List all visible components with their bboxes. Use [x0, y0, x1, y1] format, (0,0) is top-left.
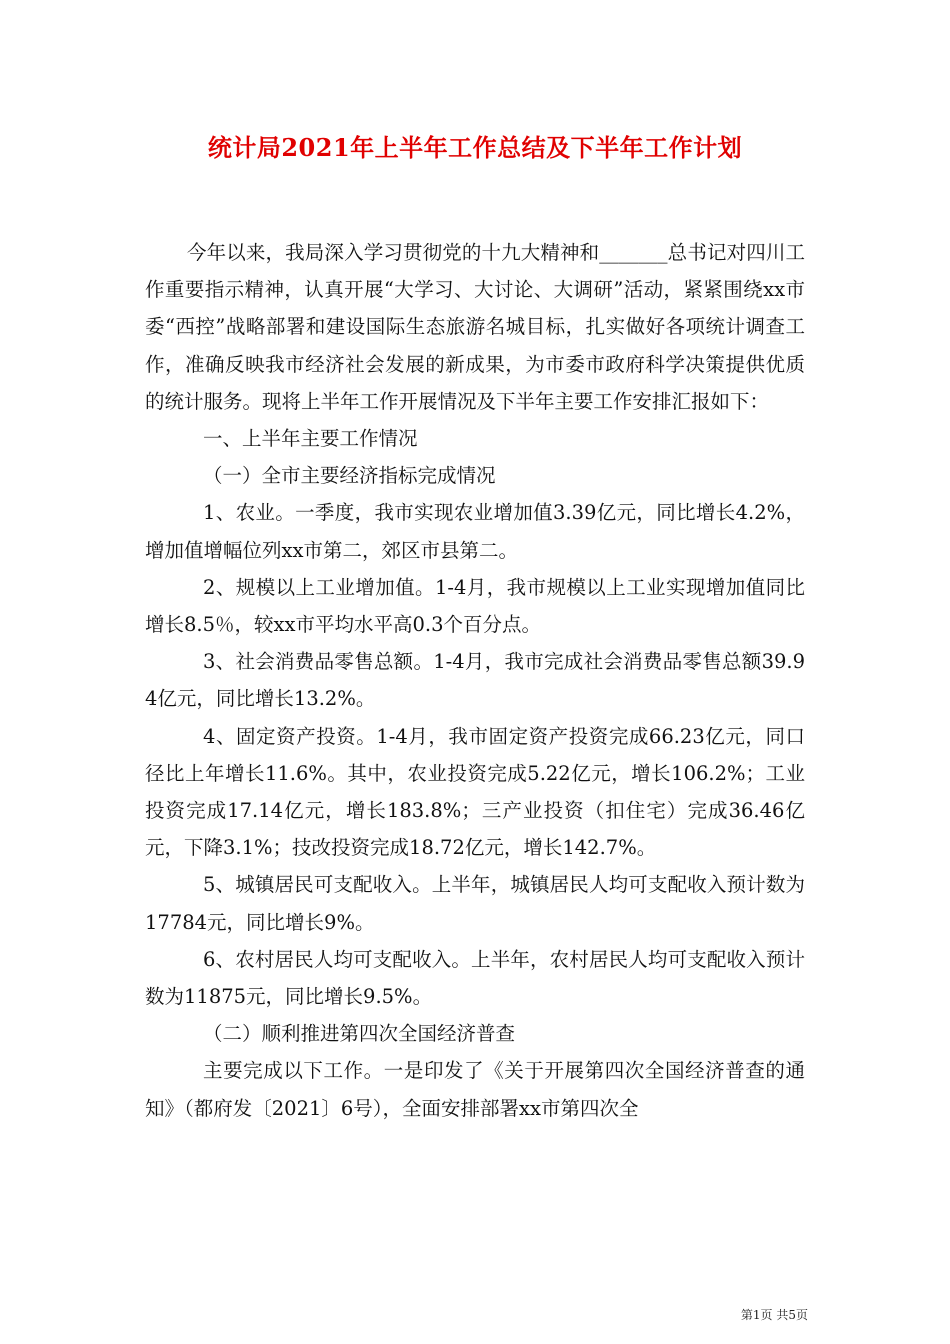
item-agriculture: 1、农业。一季度，我市实现农业增加值3.39亿元，同比增长4.2%，增加值增幅位列xx市第二，郊区市县第二。: [145, 501, 805, 562]
item-retail: 3、社会消费品零售总额。1-4月，我市完成社会消费品零售总额39.94亿元，同比增长13.2%。: [145, 650, 805, 711]
subsection-heading-1: （一）全市主要经济指标完成情况: [203, 464, 496, 488]
census-paragraph: 主要完成以下工作。一是印发了《关于开展第四次全国经济普查的通知》（都府发〔2021〕6号），全面安排部署xx市第四次全: [145, 1059, 805, 1120]
document-title: 统计局2021年上半年工作总结及下半年工作计划: [207, 133, 743, 162]
intro-paragraph: 今年以来，我局深入学习贯彻党的十九大精神和_______总书记对四川工作重要指示精神，认真开展“大学习、大讨论、大调研”活动，紧紧围绕xx市委“西控”战略部署和建设国际生态旅游名城目标，扎实做好各项统计调查工作，准确反映我市经济社会发展的新成果，为市委市政府科学决策提供优质的统计服务。现将上半年工作开展情况及下半年主要工作安排汇报如下：: [145, 241, 805, 413]
item-fixed-assets: 4、固定资产投资。1-4月，我市固定资产投资完成66.23亿元，同口径比上年增长11.6%。其中，农业投资完成5.22亿元，增长106.2%；工业投资完成17.14亿元，增长183.8%；三产业投资（扣住宅）完成36.46亿元，下降3.1%；技改投资完成18.72亿元，增长142.7%。: [145, 724, 805, 860]
item-urban-income: 5、城镇居民可支配收入。上半年，城镇居民人均可支配收入预计数为17784元，同比增长9%。: [145, 873, 805, 934]
document-body: [145, 234, 805, 1127]
page-footer: 第1页 共5页: [740, 1308, 808, 1322]
section-heading-1: 一、上半年主要工作情况: [203, 427, 418, 451]
subsection-heading-2: （二）顺利推进第四次全国经济普查: [203, 1022, 516, 1046]
item-industry: 2、规模以上工业增加值。1-4月，我市规模以上工业实现增加值同比增长8.5％，较xx市平均水平高0.3个百分点。: [145, 575, 805, 637]
item-rural-income: 6、农村居民人均可支配收入。上半年，农村居民人均可支配收入预计数为11875元，同比增长9.5%。: [145, 947, 805, 1009]
